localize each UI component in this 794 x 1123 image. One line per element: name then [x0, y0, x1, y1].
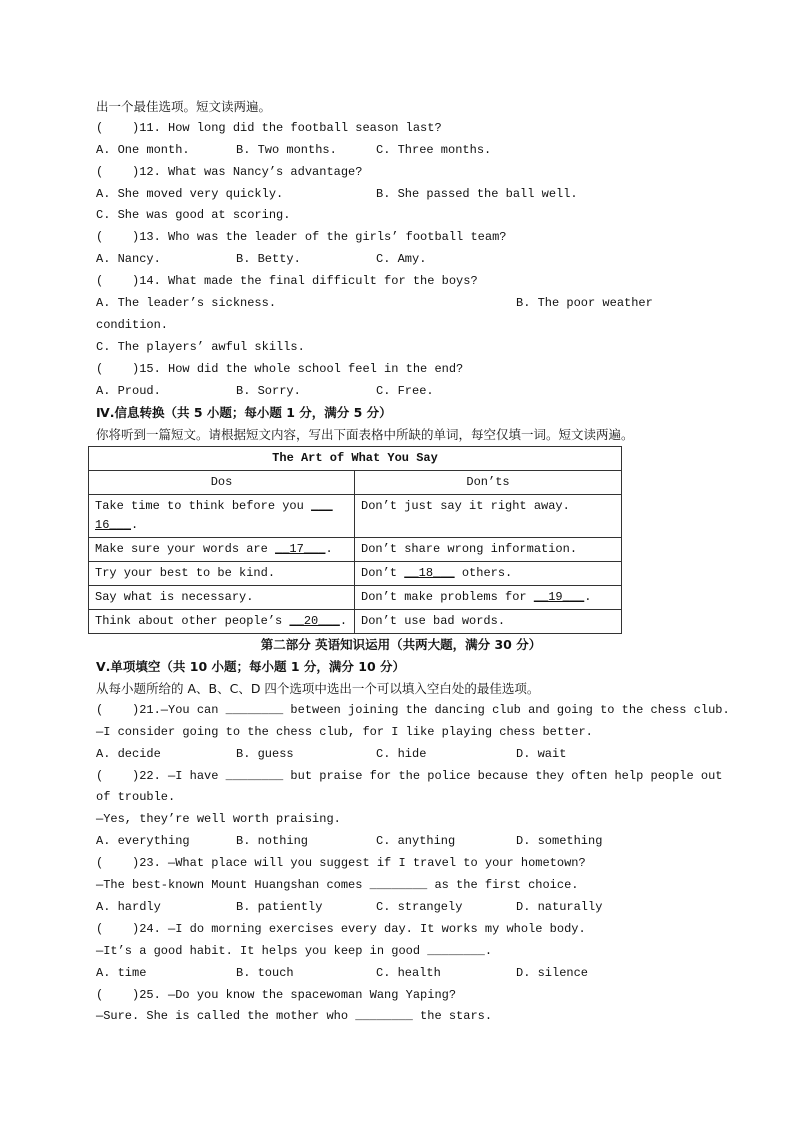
question-22-reply: —Yes, they’re well worth praising. — [96, 812, 341, 827]
table-row — [89, 495, 622, 538]
question-15: ( )15. How did the whole school feel in the end? — [96, 361, 464, 376]
cell-text: Think about other people’s — [95, 614, 290, 629]
question-21-reply: —I consider going to the chess club, for I like playing chess better. — [96, 724, 593, 739]
cell-donts: Don’t use bad words. — [355, 610, 622, 634]
section-5-title: Ⅴ.单项填空（共 10 小题；每小题 1 分，满分 10 分） — [96, 659, 406, 675]
option-b: B. Two months. — [236, 142, 337, 157]
options-21 — [96, 744, 706, 766]
question-13: ( )13. Who was the leader of the girls’ football team? — [96, 230, 507, 245]
blank-17[interactable]: __17___ — [275, 542, 326, 557]
option-c: C. anything — [376, 834, 456, 849]
cell-text-end: others. — [454, 566, 513, 581]
option-c: C. Amy. — [376, 252, 427, 267]
option-a: A. hardly — [96, 899, 161, 914]
cell-text: Don’t make problems for — [361, 590, 534, 605]
options-22 — [96, 831, 706, 853]
question-23-reply: —The best-known Mount Huangshan comes ________ as the first choice. — [96, 878, 579, 893]
cell-donts: Don’t just say it right away. — [355, 495, 622, 538]
option-a: A. decide — [96, 746, 161, 761]
question-14: ( )14. What made the final difficult for the boys? — [96, 274, 478, 289]
option-a: A. Proud. — [96, 383, 161, 398]
option-b: B. touch — [236, 965, 294, 980]
option-a: A. One month. — [96, 142, 190, 157]
options-13 — [96, 249, 706, 271]
option-a: A. time — [96, 965, 147, 980]
option-a: A. The leader’s sickness. — [96, 296, 277, 311]
cell-dos: Say what is necessary. — [89, 586, 355, 610]
question-24-reply: —It’s a good habit. It helps you keep in good ________. — [96, 943, 493, 958]
options-24 — [96, 963, 706, 985]
table-row — [89, 562, 622, 586]
cell-dos — [89, 495, 355, 538]
question-25: ( )25. —Do you know the spacewoman Wang Yaping? — [96, 987, 457, 1002]
blank-18[interactable]: __18___ — [404, 566, 455, 581]
options-15 — [96, 381, 706, 403]
cell-text-end: . — [584, 590, 592, 605]
table-row — [89, 586, 622, 610]
cell-text-end: . — [131, 518, 139, 533]
option-c: C. health — [376, 965, 441, 980]
cell-dos: Try your best to be kind. — [89, 562, 355, 586]
question-23: ( )23. —What place will you suggest if I travel to your hometown? — [96, 856, 586, 871]
option-b: B. patiently — [236, 899, 323, 914]
option-b-continued: condition. — [96, 317, 169, 332]
table-row — [89, 538, 622, 562]
option-c: C. hide — [376, 746, 427, 761]
column-header-donts: Don’ts — [355, 471, 622, 495]
option-c: C. Free. — [376, 383, 434, 398]
cell-text-end: . — [325, 542, 333, 557]
options-14 — [96, 293, 706, 315]
column-header-dos: Dos — [89, 471, 355, 495]
option-d: D. naturally — [516, 899, 603, 914]
options-23 — [96, 897, 706, 919]
question-11: ( )11. How long did the football season last? — [96, 120, 442, 135]
section-5-instruction: 从每小题所给的 A、B、C、D 四个选项中选出一个可以填入空白处的最佳选项。 — [96, 681, 540, 697]
cell-donts: Don’t share wrong information. — [355, 538, 622, 562]
option-c: C. strangely — [376, 899, 463, 914]
option-d: D. something — [516, 834, 603, 849]
blank-20[interactable]: __20___ — [289, 614, 340, 629]
question-21: ( )21.—You can ________ between joining the dancing club and going to the chess club. — [96, 702, 730, 717]
blank-16-continued[interactable]: 16___ — [95, 518, 132, 533]
question-24: ( )24. —I do morning exercises every day. It works my whole body. — [96, 921, 586, 936]
options-11 — [96, 140, 706, 162]
section-4-instruction: 你将听到一篇短文。请根据短文内容，写出下面表格中所缺的单词，每空仅填一词。短文读两遍。 — [96, 427, 634, 443]
question-12: ( )12. What was Nancy’s advantage? — [96, 164, 363, 179]
question-25-reply: —Sure. She is called the mother who ________ the stars. — [96, 1009, 493, 1024]
part-2-title: 第二部分 英语知识运用（共两大题，满分 30 分） — [260, 637, 542, 653]
cell-donts — [355, 562, 622, 586]
option-a: A. She moved very quickly. — [96, 186, 284, 201]
option-b: B. Betty. — [236, 252, 301, 267]
info-table — [88, 446, 622, 634]
option-b: B. Sorry. — [236, 383, 301, 398]
option-c: C. She was good at scoring. — [96, 208, 291, 223]
option-d: D. silence — [516, 965, 589, 980]
cell-text-end: . — [339, 614, 348, 629]
instruction-tail: 出一个最佳选项。短文读两遍。 — [96, 99, 272, 114]
option-a: A. Nancy. — [96, 252, 161, 267]
cell-text: Take time to think before you — [95, 499, 312, 514]
question-22-continued: of trouble. — [96, 790, 176, 805]
cell-text: Make sure your words are — [95, 542, 276, 557]
table-title: The Art of What You Say — [89, 447, 622, 471]
option-c: C. Three months. — [376, 142, 492, 157]
option-b: B. guess — [236, 746, 294, 761]
option-b: B. She passed the ball well. — [376, 186, 578, 201]
table-row — [89, 610, 622, 634]
question-22: ( )22. —I have ________ but praise for the police because they often help people out — [96, 768, 723, 783]
option-b: B. The poor weather — [516, 296, 653, 311]
cell-donts — [355, 586, 622, 610]
cell-dos — [89, 538, 355, 562]
cell-dos — [89, 610, 355, 634]
section-4-title: Ⅳ.信息转换（共 5 小题；每小题 1 分，满分 5 分） — [96, 405, 392, 421]
exam-page — [95, 96, 730, 1028]
blank-16[interactable]: ___ — [311, 499, 333, 514]
option-a: A. everything — [96, 834, 190, 849]
options-12 — [96, 184, 706, 206]
blank-19[interactable]: __19___ — [533, 590, 585, 605]
option-b: B. nothing — [236, 834, 309, 849]
option-d: D. wait — [516, 746, 567, 761]
cell-text: Don’t — [361, 566, 405, 581]
option-c: C. The players’ awful skills. — [96, 339, 305, 354]
